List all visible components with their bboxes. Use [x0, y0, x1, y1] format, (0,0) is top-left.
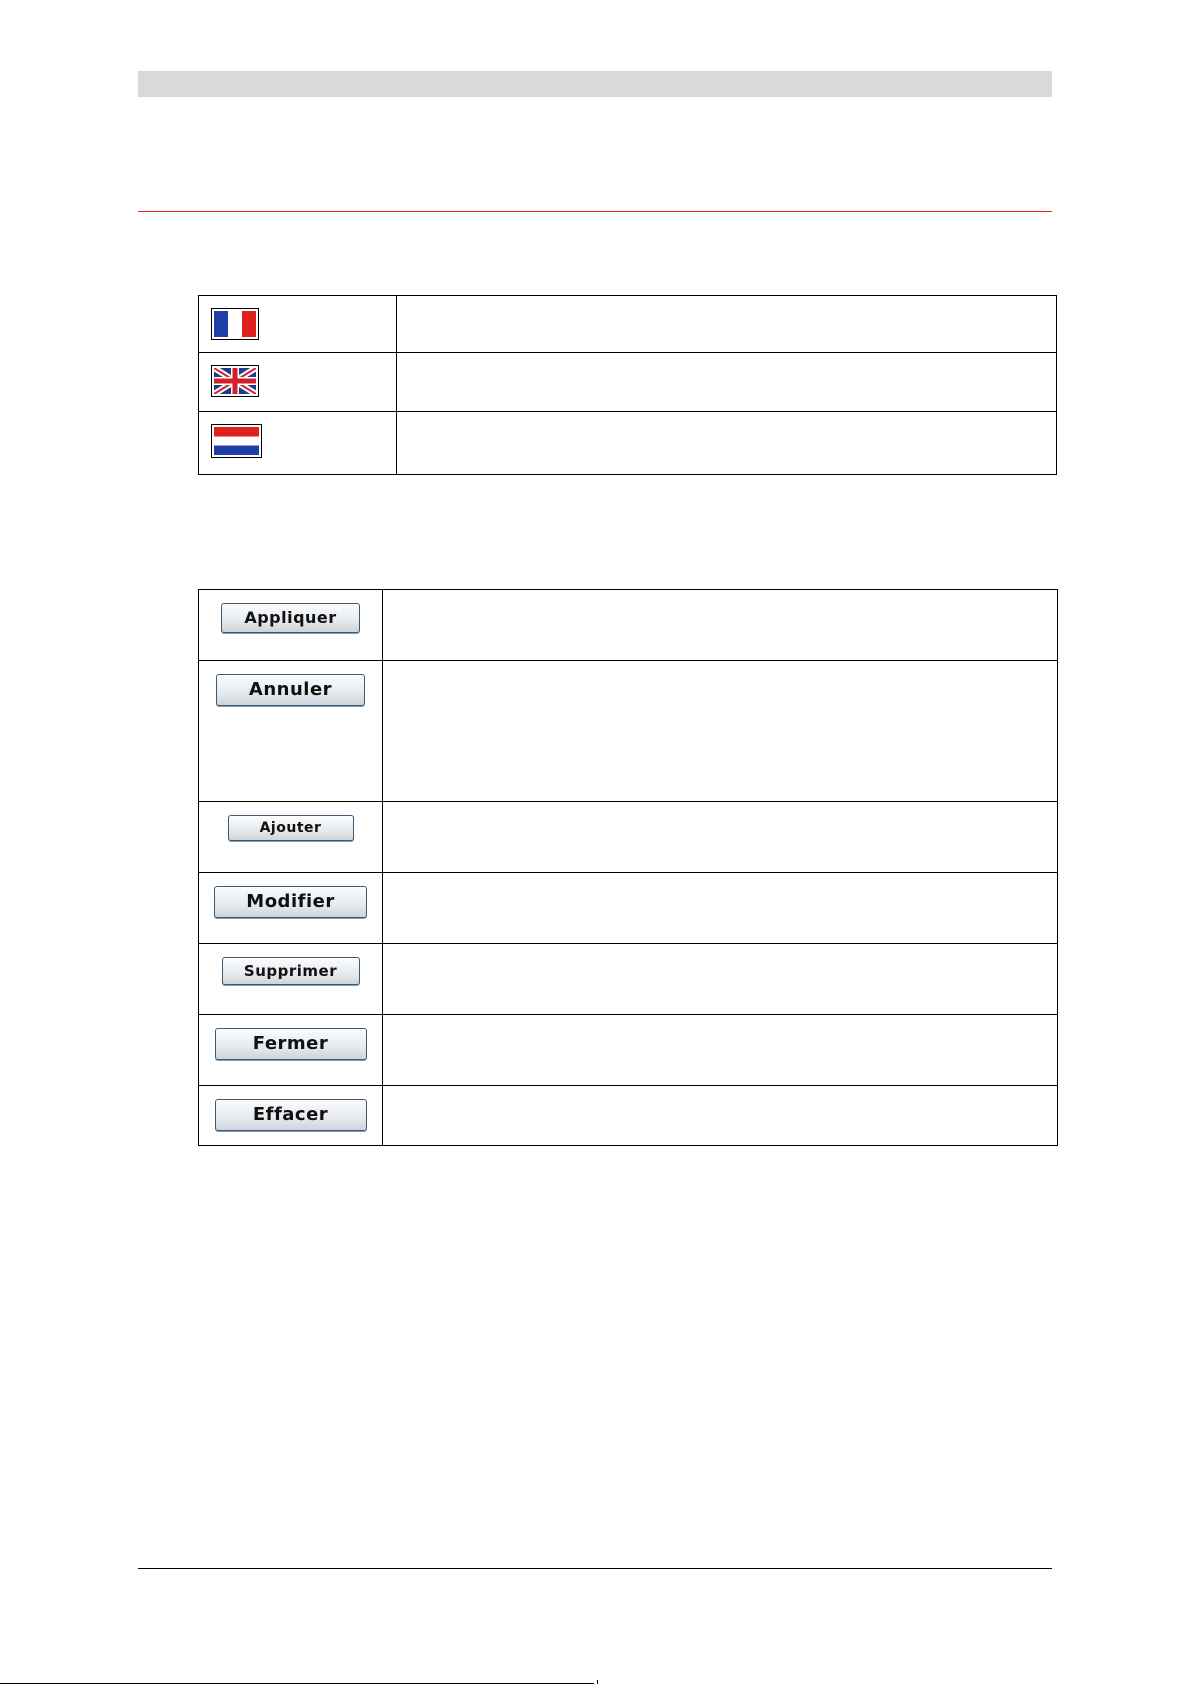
table-row	[199, 661, 1058, 802]
table-row	[199, 296, 1057, 353]
clear-button[interactable]: Effacer	[215, 1099, 367, 1131]
button-description	[383, 1086, 1058, 1146]
add-button[interactable]: Ajouter	[228, 815, 354, 841]
button-description	[383, 590, 1058, 661]
table-row	[199, 944, 1058, 1015]
button-cell	[199, 1086, 383, 1146]
button-cell	[199, 944, 383, 1015]
button-cell	[199, 590, 383, 661]
table-row	[199, 353, 1057, 412]
table-row	[199, 590, 1058, 661]
flag-description	[397, 412, 1057, 475]
button-cell	[199, 1015, 383, 1086]
close-button[interactable]: Fermer	[215, 1028, 367, 1060]
flag-france-icon[interactable]	[211, 308, 259, 340]
button-description	[383, 661, 1058, 802]
button-cell	[199, 661, 383, 802]
flag-cell	[199, 296, 397, 353]
flag-united-kingdom-icon[interactable]	[211, 365, 259, 397]
delete-button[interactable]: Supprimer	[222, 957, 360, 985]
table-row	[199, 873, 1058, 944]
button-description	[383, 802, 1058, 873]
cancel-button[interactable]: Annuler	[216, 674, 365, 706]
flag-cell	[199, 353, 397, 412]
page-bottom-edge	[0, 1683, 594, 1684]
button-description	[383, 873, 1058, 944]
action-buttons-table	[198, 589, 1058, 1146]
flag-description	[397, 353, 1057, 412]
button-cell	[199, 873, 383, 944]
button-cell	[199, 802, 383, 873]
table-row	[199, 412, 1057, 475]
page-edge-tick	[597, 1680, 598, 1684]
flag-cell	[199, 412, 397, 475]
header-rule	[138, 211, 1052, 212]
button-description	[383, 944, 1058, 1015]
table-row	[199, 1015, 1058, 1086]
table-row	[199, 802, 1058, 873]
table-row	[199, 1086, 1058, 1146]
button-description	[383, 1015, 1058, 1086]
apply-button[interactable]: Appliquer	[221, 603, 360, 633]
flag-description	[397, 296, 1057, 353]
header-band	[138, 71, 1052, 97]
modify-button[interactable]: Modifier	[214, 886, 367, 918]
footer-rule	[138, 1568, 1052, 1569]
language-flags-table	[198, 295, 1057, 475]
flag-netherlands-icon[interactable]	[211, 424, 262, 458]
